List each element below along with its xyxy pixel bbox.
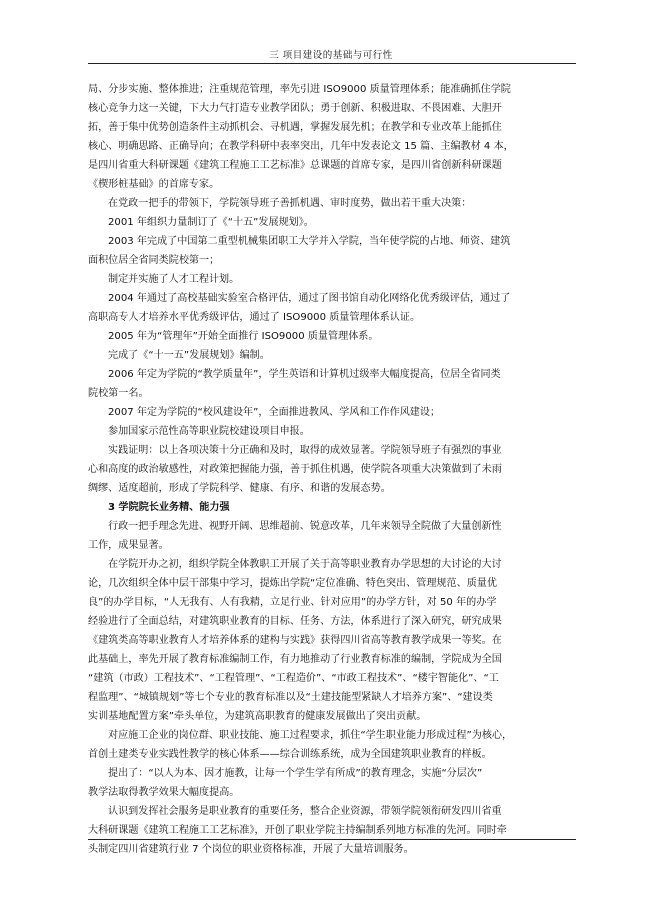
text-line: 实训基地配置方案”牵头单位，为建筑高职教育的健康发展做出了突出贡献。 [88, 711, 427, 722]
text-line: 高职高专人才培养水平优秀级评估，通过了 ISO9000 质量管理体系认证。 [88, 312, 421, 323]
footer-rule [88, 839, 576, 840]
text-line: 在党政一把手的带领下，学院领导班子善抓机遇、审时度势，做出若干重大决策： [108, 198, 472, 209]
text-line: 2004 年通过了高校基础实验室合格评估，通过了图书馆自动化网络化优秀级评估，通过了 [108, 293, 511, 304]
text-line: 面积位居全省同类院校第一； [88, 255, 220, 266]
text-line: 良”的办学目标，“人无我有、人有我精，立足行业、针对应用”的办学方针，对 50 年的办学 [88, 597, 497, 608]
text-line: 大科研课题《建筑工程施工工艺标准》，开创了职业学院主持编制系列地方标准的先河。同时牵 [88, 825, 507, 836]
text-line: 程监理”、“城镇规划”等七个专业的教育标准以及“土建技能型紧缺人才培养方案”、“建设类 [88, 692, 493, 703]
text-line: 工作，成果显著。 [88, 540, 169, 551]
text-line: “建筑（市政）工程技术”、“工程管理”、“工程造价”、“市政工程技术”、“楼宇智能化”、“工 [88, 673, 499, 684]
text-line: 制定并实施了人才工程计划。 [108, 274, 240, 285]
header-rule [88, 63, 576, 64]
text-line: 核心、明确思路、正确导向；在教学科研中表率突出，几年中发表论文 15 篇、主编教材 4 本， [88, 141, 514, 152]
text-line: 行政一把手理念先进、视野开阔、思维超前、锐意改革，几年来领导全院做了大量创新性 [108, 521, 502, 532]
running-header: 三 项目建设的基础与可行性 [269, 50, 393, 61]
section-heading: 3 学院院长业务精、能力强 [108, 502, 230, 513]
text-line: 首创土建类专业实践性教学的核心体系——综合训练系统，成为全国建筑职业教育的样板。 [88, 749, 492, 760]
text-line: 2005 年为“管理年”开始全面推行 ISO9000 质量管理体系。 [108, 331, 379, 342]
text-line: 2007 年定为学院的“校风建设年”，全面推进教风、学风和工作作风建设； [108, 407, 441, 418]
text-line: 对应施工企业的岗位群、职业技能、施工过程要求，抓住“学生职业能力形成过程”为核心， [108, 730, 513, 741]
text-line: 头制定四川省建筑行业 7 个岗位的职业资格标准，开展了大量培训服务。 [88, 844, 414, 855]
text-line: 核心竞争力这一关键，下大力气打造专业教学团队；勇于创新、积极进取、不畏困难、大胆开 [88, 103, 502, 114]
text-line: 完成了《“十一五”发展规划》编制。 [108, 350, 270, 361]
text-line: 拓，善于集中优势创造条件主动抓机会、寻机遇，掌握发展先机；在教学和专业改革上能抓住 [88, 122, 502, 133]
text-line: 在学院开办之初，组织学院全体教职工开展了关于高等职业教育办学思想的大讨论的大讨 [108, 559, 502, 570]
text-line: 2006 年定为学院的“教学质量年”，学生英语和计算机过级率大幅度提高，位居全省同类 [108, 369, 501, 380]
text-line: 是四川省重大科研课题《建筑工程施工工艺标准》总课题的首席专家，是四川省创新科研课题 [88, 160, 502, 171]
text-line: 院校第一名。 [88, 388, 149, 399]
text-line: 经验进行了全面总结，对建筑职业教育的目标、任务、方法，体系进行了深入研究，研究成果 [88, 616, 502, 627]
text-line: 《建筑类高等职业教育人才培养体系的建构与实践》获得四川省高等教育教学成果一等奖。在 [88, 635, 502, 646]
text-line: 绸缪、适度超前，形成了学院科学、健康、有序、和谐的发展态势。 [88, 483, 391, 494]
text-line: 提出了：“以人为本、因才施教，让每一个学生学有所成”的教育理念，实施“分层次” [108, 768, 483, 779]
text-line: 心和高度的政治敏感性，对政策把握能力强，善于抓住机遇，使学院各项重大决策做到了未雨 [88, 464, 502, 475]
body-text [88, 80, 576, 859]
text-line: 论，几次组织全体中层干部集中学习，提炼出学院“定位准确、特色突出、管理规范、质量优 [88, 578, 497, 589]
text-line: 教学法取得教学效果大幅度提高。 [88, 787, 240, 798]
text-line: 此基础上，率先开展了教育标准编制工作，有力地推动了行业教育标准的编制，学院成为全国 [88, 654, 502, 665]
text-line: 2003 年完成了中国第二重型机械集团职工大学并入学院，当年使学院的占地、师资、建筑 [108, 236, 511, 247]
text-line: 认识到发挥社会服务是职业教育的重要任务，整合企业资源，带领学院领衔研发四川省重 [108, 806, 502, 817]
text-line: 实践证明：以上各项决策十分正确和及时，取得的成效显著。学院领导班子有强烈的事业 [108, 445, 502, 456]
text-line: 《楔形桩基础》的首席专家。 [88, 179, 220, 190]
text-line: 2001 年组织力量制订了《“十五”发展规划》。 [108, 217, 314, 228]
text-line: 局、分步实施、整体推进；注重规范管理，率先引进 ISO9000 质量管理体系；能准确抓住学院 [88, 84, 511, 95]
text-line: 参加国家示范性高等职业院校建设项目申报。 [108, 426, 310, 437]
